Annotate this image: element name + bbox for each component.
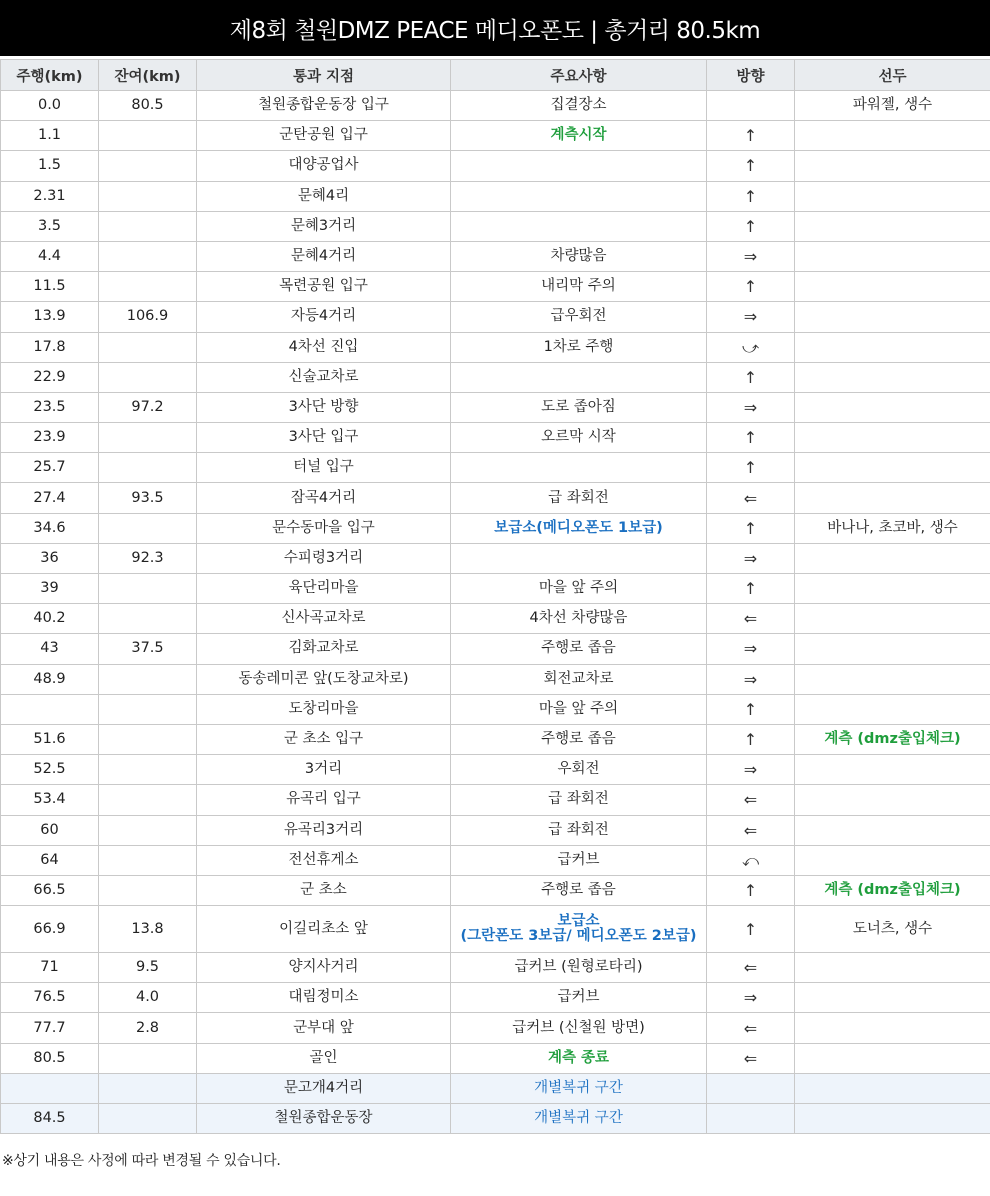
cell-point: 터널 입구 bbox=[197, 453, 451, 483]
cell-direction bbox=[707, 953, 795, 983]
table-row bbox=[1, 332, 990, 362]
cell-remaining bbox=[99, 1104, 197, 1134]
cell-lead bbox=[795, 755, 990, 785]
cell-point: 철원종합운동장 입구 bbox=[197, 91, 451, 121]
cell-lead bbox=[795, 392, 990, 422]
cell-km: 48.9 bbox=[1, 664, 99, 694]
direction-arrow-icon: ⤻ bbox=[741, 337, 760, 357]
direction-arrow-icon: ⇐ bbox=[743, 488, 758, 508]
direction-arrow-icon: ⇐ bbox=[743, 1018, 758, 1038]
cell-km: 66.5 bbox=[1, 875, 99, 905]
cell-notes: 1차로 주행 bbox=[451, 332, 707, 362]
cell-point: 양지사거리 bbox=[197, 953, 451, 983]
cell-direction bbox=[707, 241, 795, 271]
cell-remaining bbox=[99, 332, 197, 362]
cell-remaining: 37.5 bbox=[99, 634, 197, 664]
cell-km: 76.5 bbox=[1, 983, 99, 1013]
table-row bbox=[1, 362, 990, 392]
cell-lead: 계측 (dmz출입체크) bbox=[795, 724, 990, 754]
cell-km: 43 bbox=[1, 634, 99, 664]
cell-lead: 바나나, 초코바, 생수 bbox=[795, 513, 990, 543]
cell-remaining bbox=[99, 151, 197, 181]
header-km: 주행(km) bbox=[1, 60, 99, 91]
direction-arrow-icon: ↑ bbox=[743, 458, 758, 478]
cell-km: 1.1 bbox=[1, 121, 99, 151]
cell-point: 신사곡교차로 bbox=[197, 604, 451, 634]
cell-direction bbox=[707, 694, 795, 724]
cell-lead bbox=[795, 845, 990, 875]
cell-point: 군 초소 bbox=[197, 875, 451, 905]
table-row bbox=[1, 785, 990, 815]
cell-lead: 도너츠, 생수 bbox=[795, 906, 990, 953]
cell-km: 34.6 bbox=[1, 513, 99, 543]
cell-remaining: 80.5 bbox=[99, 91, 197, 121]
cell-direction bbox=[707, 513, 795, 543]
cell-remaining bbox=[99, 604, 197, 634]
cell-km: 0.0 bbox=[1, 91, 99, 121]
cell-km: 36 bbox=[1, 543, 99, 573]
table-row bbox=[1, 91, 990, 121]
header-point: 통과 지점 bbox=[197, 60, 451, 91]
cell-lead bbox=[795, 241, 990, 271]
direction-arrow-icon: ⇐ bbox=[743, 609, 758, 629]
cell-notes: 급커브 bbox=[451, 983, 707, 1013]
cell-notes: 주행로 좁음 bbox=[451, 724, 707, 754]
cell-notes bbox=[451, 181, 707, 211]
cell-direction bbox=[707, 815, 795, 845]
cell-remaining bbox=[99, 423, 197, 453]
cell-remaining bbox=[99, 845, 197, 875]
cell-lead bbox=[795, 151, 990, 181]
cell-direction bbox=[707, 121, 795, 151]
cell-lead bbox=[795, 815, 990, 845]
cell-point: 문수동마을 입구 bbox=[197, 513, 451, 543]
cell-lead bbox=[795, 983, 990, 1013]
cell-km: 4.4 bbox=[1, 241, 99, 271]
cell-direction bbox=[707, 1013, 795, 1043]
table-row bbox=[1, 634, 990, 664]
cell-notes: 개별복귀 구간 bbox=[451, 1073, 707, 1103]
cell-km: 22.9 bbox=[1, 362, 99, 392]
cell-km bbox=[1, 694, 99, 724]
cell-km: 77.7 bbox=[1, 1013, 99, 1043]
header-remaining: 잔여(km) bbox=[99, 60, 197, 91]
cell-lead bbox=[795, 1013, 990, 1043]
cell-remaining: 2.8 bbox=[99, 1013, 197, 1043]
cell-km: 64 bbox=[1, 845, 99, 875]
table-row bbox=[1, 953, 990, 983]
cell-remaining bbox=[99, 574, 197, 604]
cell-point: 유곡리3거리 bbox=[197, 815, 451, 845]
cell-lead bbox=[795, 302, 990, 332]
cell-notes: 급커브 (신철원 방면) bbox=[451, 1013, 707, 1043]
cell-lead bbox=[795, 953, 990, 983]
cell-notes: 급우회전 bbox=[451, 302, 707, 332]
cell-notes bbox=[451, 151, 707, 181]
cell-remaining bbox=[99, 513, 197, 543]
header-notes: 주요사항 bbox=[451, 60, 707, 91]
cell-notes: 급커브 (원형로타리) bbox=[451, 953, 707, 983]
cell-km: 80.5 bbox=[1, 1043, 99, 1073]
table-row bbox=[1, 483, 990, 513]
direction-arrow-icon: ⇐ bbox=[743, 958, 758, 978]
direction-arrow-icon: ↑ bbox=[743, 126, 758, 146]
cell-point: 군부대 앞 bbox=[197, 1013, 451, 1043]
cell-km: 53.4 bbox=[1, 785, 99, 815]
cell-direction bbox=[707, 453, 795, 483]
cell-direction bbox=[707, 1043, 795, 1073]
cell-remaining: 93.5 bbox=[99, 483, 197, 513]
cell-lead bbox=[795, 1104, 990, 1134]
cell-notes: 집결장소 bbox=[451, 91, 707, 121]
table-row bbox=[1, 724, 990, 754]
cell-notes: 주행로 좁음 bbox=[451, 875, 707, 905]
cell-km: 17.8 bbox=[1, 332, 99, 362]
cell-direction bbox=[707, 211, 795, 241]
cell-direction bbox=[707, 785, 795, 815]
cell-lead bbox=[795, 604, 990, 634]
table-row bbox=[1, 1013, 990, 1043]
cell-point: 자등4거리 bbox=[197, 302, 451, 332]
cell-point: 군탄공원 입구 bbox=[197, 121, 451, 151]
cell-direction bbox=[707, 634, 795, 664]
cell-direction bbox=[707, 362, 795, 392]
note-line-1: 보급소 bbox=[557, 913, 600, 930]
direction-arrow-icon: ⇒ bbox=[743, 988, 758, 1008]
direction-arrow-icon: ⇐ bbox=[743, 790, 758, 810]
cell-notes bbox=[451, 211, 707, 241]
cell-notes: 계측 종료 bbox=[451, 1043, 707, 1073]
table-row bbox=[1, 1043, 990, 1073]
cell-point: 문혜3거리 bbox=[197, 211, 451, 241]
cell-notes: 급커브 bbox=[451, 845, 707, 875]
note-line-2: (그란폰도 3보급/ 메디오폰도 2보급) bbox=[460, 928, 697, 945]
cell-km: 51.6 bbox=[1, 724, 99, 754]
cell-km: 39 bbox=[1, 574, 99, 604]
direction-arrow-icon: ⇒ bbox=[743, 307, 758, 327]
cell-direction bbox=[707, 91, 795, 121]
direction-arrow-icon: ⇒ bbox=[743, 247, 758, 267]
cell-km: 27.4 bbox=[1, 483, 99, 513]
cell-point: 유곡리 입구 bbox=[197, 785, 451, 815]
cell-remaining: 92.3 bbox=[99, 543, 197, 573]
cell-direction bbox=[707, 392, 795, 422]
cell-point: 문혜4리 bbox=[197, 181, 451, 211]
cell-point: 목련공원 입구 bbox=[197, 272, 451, 302]
cell-remaining bbox=[99, 815, 197, 845]
cell-notes: 오르막 시작 bbox=[451, 423, 707, 453]
cell-direction bbox=[707, 906, 795, 953]
cell-remaining: 13.8 bbox=[99, 906, 197, 953]
cell-direction bbox=[707, 181, 795, 211]
cell-lead bbox=[795, 543, 990, 573]
cell-remaining: 106.9 bbox=[99, 302, 197, 332]
table-row bbox=[1, 906, 990, 953]
cell-remaining bbox=[99, 121, 197, 151]
cell-remaining bbox=[99, 453, 197, 483]
cell-remaining: 9.5 bbox=[99, 953, 197, 983]
cell-remaining bbox=[99, 1043, 197, 1073]
cell-point: 문혜4거리 bbox=[197, 241, 451, 271]
direction-arrow-icon: ↑ bbox=[743, 730, 758, 750]
cell-notes: 마을 앞 주의 bbox=[451, 574, 707, 604]
cell-km: 2.31 bbox=[1, 181, 99, 211]
cell-lead bbox=[795, 1043, 990, 1073]
table-row bbox=[1, 211, 990, 241]
cell-lead bbox=[795, 694, 990, 724]
cell-direction bbox=[707, 1073, 795, 1103]
cell-notes: 우회전 bbox=[451, 755, 707, 785]
cell-direction bbox=[707, 983, 795, 1013]
direction-arrow-icon: ↑ bbox=[743, 216, 758, 236]
cell-notes bbox=[451, 453, 707, 483]
cell-direction bbox=[707, 724, 795, 754]
cell-remaining bbox=[99, 755, 197, 785]
cell-direction bbox=[707, 272, 795, 302]
cell-lead bbox=[795, 634, 990, 664]
cell-notes: 급 좌회전 bbox=[451, 815, 707, 845]
direction-arrow-icon: ↑ bbox=[743, 186, 758, 206]
direction-arrow-icon: ↑ bbox=[743, 579, 758, 599]
cell-direction bbox=[707, 302, 795, 332]
cell-point: 대림정미소 bbox=[197, 983, 451, 1013]
cell-point: 골인 bbox=[197, 1043, 451, 1073]
table-row bbox=[1, 272, 990, 302]
cell-point: 동송레미콘 앞(도창교차로) bbox=[197, 664, 451, 694]
cell-direction bbox=[707, 332, 795, 362]
direction-arrow-icon: ↑ bbox=[743, 699, 758, 719]
cell-remaining bbox=[99, 785, 197, 815]
cell-notes: 급 좌회전 bbox=[451, 483, 707, 513]
cell-notes: 계측시작 bbox=[451, 121, 707, 151]
table-header-row bbox=[1, 60, 990, 91]
table-row bbox=[1, 1104, 990, 1134]
table-body bbox=[1, 91, 990, 1134]
cell-notes: 주행로 좁음 bbox=[451, 634, 707, 664]
cell-remaining bbox=[99, 272, 197, 302]
cell-lead bbox=[795, 785, 990, 815]
cell-notes: 급 좌회전 bbox=[451, 785, 707, 815]
cell-point: 3거리 bbox=[197, 755, 451, 785]
cell-point: 신술교차로 bbox=[197, 362, 451, 392]
cell-remaining bbox=[99, 181, 197, 211]
cell-lead bbox=[795, 483, 990, 513]
cell-point: 3사단 방향 bbox=[197, 392, 451, 422]
cell-notes: 내리막 주의 bbox=[451, 272, 707, 302]
table-row bbox=[1, 983, 990, 1013]
table-row bbox=[1, 181, 990, 211]
cell-km: 13.9 bbox=[1, 302, 99, 332]
direction-arrow-icon: ⇒ bbox=[743, 760, 758, 780]
cell-notes: 차량많음 bbox=[451, 241, 707, 271]
cell-direction bbox=[707, 151, 795, 181]
table-row bbox=[1, 604, 990, 634]
table-row bbox=[1, 755, 990, 785]
table-row bbox=[1, 543, 990, 573]
cell-lead bbox=[795, 453, 990, 483]
cell-lead bbox=[795, 574, 990, 604]
cell-notes bbox=[451, 906, 707, 953]
table-row bbox=[1, 121, 990, 151]
cell-remaining bbox=[99, 664, 197, 694]
route-table bbox=[0, 59, 990, 1134]
cell-remaining bbox=[99, 875, 197, 905]
cell-km: 66.9 bbox=[1, 906, 99, 953]
cell-direction bbox=[707, 1104, 795, 1134]
cell-km: 23.5 bbox=[1, 392, 99, 422]
direction-arrow-icon: ⇒ bbox=[743, 669, 758, 689]
cell-lead bbox=[795, 272, 990, 302]
table-row bbox=[1, 694, 990, 724]
cell-notes: 보급소(메디오폰도 1보급) bbox=[451, 513, 707, 543]
header-direction: 방향 bbox=[707, 60, 795, 91]
cell-direction bbox=[707, 875, 795, 905]
cell-direction bbox=[707, 845, 795, 875]
direction-arrow-icon: ↑ bbox=[743, 156, 758, 176]
cell-point: 4차선 진입 bbox=[197, 332, 451, 362]
cell-direction bbox=[707, 543, 795, 573]
cell-point: 도창리마을 bbox=[197, 694, 451, 724]
cell-lead bbox=[795, 664, 990, 694]
table-row bbox=[1, 845, 990, 875]
cell-lead: 파워젤, 생수 bbox=[795, 91, 990, 121]
cell-notes: 회전교차로 bbox=[451, 664, 707, 694]
table-row bbox=[1, 815, 990, 845]
direction-arrow-icon: ⇐ bbox=[743, 1048, 758, 1068]
cell-km: 60 bbox=[1, 815, 99, 845]
cell-remaining bbox=[99, 724, 197, 754]
cell-km: 71 bbox=[1, 953, 99, 983]
cell-km bbox=[1, 1073, 99, 1103]
cell-notes bbox=[451, 543, 707, 573]
cell-km: 3.5 bbox=[1, 211, 99, 241]
direction-arrow-icon: ⤺ bbox=[741, 850, 760, 870]
cell-direction bbox=[707, 574, 795, 604]
cell-point: 3사단 입구 bbox=[197, 423, 451, 453]
cell-km: 40.2 bbox=[1, 604, 99, 634]
cell-lead bbox=[795, 211, 990, 241]
cell-direction bbox=[707, 483, 795, 513]
cell-point: 대양공업사 bbox=[197, 151, 451, 181]
cell-direction bbox=[707, 755, 795, 785]
cell-point: 군 초소 입구 bbox=[197, 724, 451, 754]
cell-lead bbox=[795, 1073, 990, 1103]
cell-km: 11.5 bbox=[1, 272, 99, 302]
cell-notes: 4차선 차량많음 bbox=[451, 604, 707, 634]
direction-arrow-icon: ⇐ bbox=[743, 820, 758, 840]
table-row bbox=[1, 392, 990, 422]
header-lead: 선두 bbox=[795, 60, 990, 91]
cell-point: 수피령3거리 bbox=[197, 543, 451, 573]
cell-direction bbox=[707, 423, 795, 453]
cell-remaining bbox=[99, 694, 197, 724]
table-row bbox=[1, 664, 990, 694]
table-row bbox=[1, 513, 990, 543]
cell-lead: 계측 (dmz출입체크) bbox=[795, 875, 990, 905]
table-row bbox=[1, 453, 990, 483]
direction-arrow-icon: ↑ bbox=[743, 880, 758, 900]
cell-point: 잠곡4거리 bbox=[197, 483, 451, 513]
cell-remaining bbox=[99, 362, 197, 392]
cell-km: 1.5 bbox=[1, 151, 99, 181]
direction-arrow-icon: ↑ bbox=[743, 277, 758, 297]
cell-remaining bbox=[99, 211, 197, 241]
direction-arrow-icon: ⇒ bbox=[743, 548, 758, 568]
cell-point: 전선휴게소 bbox=[197, 845, 451, 875]
cell-remaining bbox=[99, 241, 197, 271]
cell-point: 문고개4거리 bbox=[197, 1073, 451, 1103]
direction-arrow-icon: ↑ bbox=[743, 919, 758, 939]
table-row bbox=[1, 423, 990, 453]
direction-arrow-icon: ⇒ bbox=[743, 639, 758, 659]
table-row bbox=[1, 875, 990, 905]
cell-notes: 도로 좁아짐 bbox=[451, 392, 707, 422]
cell-km: 23.9 bbox=[1, 423, 99, 453]
cell-notes: 개별복귀 구간 bbox=[451, 1104, 707, 1134]
cell-remaining: 4.0 bbox=[99, 983, 197, 1013]
cell-notes bbox=[451, 362, 707, 392]
cell-point: 육단리마을 bbox=[197, 574, 451, 604]
cell-direction bbox=[707, 604, 795, 634]
cell-lead bbox=[795, 332, 990, 362]
table-row bbox=[1, 302, 990, 332]
cell-lead bbox=[795, 181, 990, 211]
footnote: ※상기 내용은 사정에 따라 변경될 수 있습니다. bbox=[2, 1153, 281, 1169]
direction-arrow-icon: ↑ bbox=[743, 428, 758, 448]
cell-direction bbox=[707, 664, 795, 694]
page-title: 제8회 철원DMZ PEACE 메디오폰도 | 총거리 80.5km bbox=[0, 0, 990, 56]
direction-arrow-icon: ↑ bbox=[743, 367, 758, 387]
cell-km: 52.5 bbox=[1, 755, 99, 785]
table-row bbox=[1, 241, 990, 271]
direction-arrow-icon: ↑ bbox=[743, 518, 758, 538]
cell-km: 84.5 bbox=[1, 1104, 99, 1134]
cell-point: 이길리초소 앞 bbox=[197, 906, 451, 953]
direction-arrow-icon: ⇒ bbox=[743, 397, 758, 417]
cell-notes: 마을 앞 주의 bbox=[451, 694, 707, 724]
cell-lead bbox=[795, 121, 990, 151]
cell-point: 김화교차로 bbox=[197, 634, 451, 664]
cell-remaining bbox=[99, 1073, 197, 1103]
cell-km: 25.7 bbox=[1, 453, 99, 483]
table-row bbox=[1, 1073, 990, 1103]
cell-lead bbox=[795, 362, 990, 392]
table-row bbox=[1, 151, 990, 181]
table-row bbox=[1, 574, 990, 604]
cell-point: 철원종합운동장 bbox=[197, 1104, 451, 1134]
cell-remaining: 97.2 bbox=[99, 392, 197, 422]
cell-lead bbox=[795, 423, 990, 453]
